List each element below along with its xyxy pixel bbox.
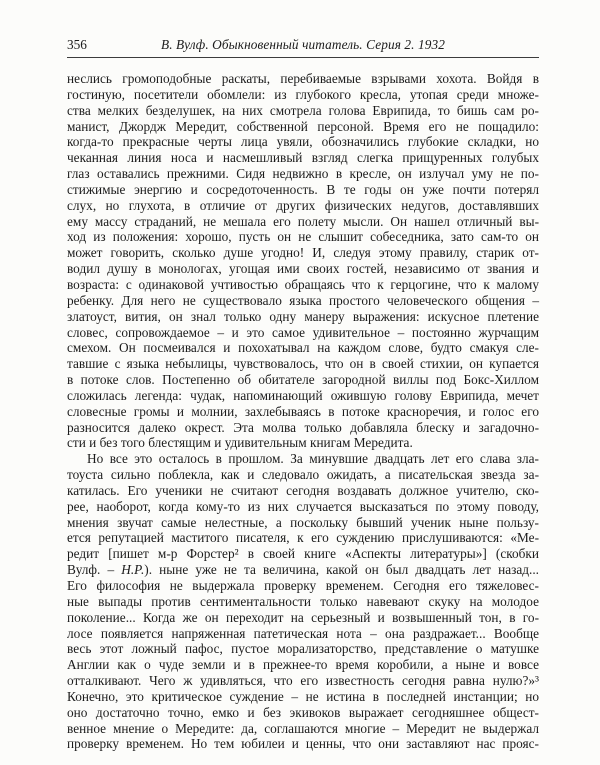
text-line: словес, сопровождаемое – и это самое удивительное – постоянно журчащим bbox=[67, 324, 539, 340]
text-line: Вулф. – Н.Р.). ныне уже не та величина, какой он был двадцать лет назад... bbox=[67, 562, 539, 578]
text-line: Но все это осталось в прошлом. За минувшие двадцать лет его слава зла- bbox=[87, 451, 539, 467]
text-line: рее, наоборот, когда кому-то из них случается высказаться по этому поводу, bbox=[67, 498, 539, 514]
page-header bbox=[67, 36, 539, 54]
text-line: Англии как о чуде земли и в прежнее-то время коробили, а ныне и вовсе bbox=[67, 657, 539, 673]
text-line: чеканная линия носа и насмешливый взгляд слегка прищуренных голубых bbox=[67, 150, 539, 166]
page-content-column bbox=[67, 36, 539, 752]
text-line: гостиную, посетители обомлели: из глубокого кресла, утопая среди множе- bbox=[67, 86, 539, 102]
text-line: разносится далеко окрест. Эта молва только добавляла блеску и загадочно- bbox=[67, 419, 539, 435]
text-line: ные выпады против сентиментальности только навевают скуку на молодое bbox=[67, 593, 539, 609]
text-line: мнения звучат самые нелестные, а поскольку бывший ученик ныне пользу- bbox=[67, 514, 539, 530]
text-line: Его философия не выдержала проверку временем. Сегодня его тяжеловес- bbox=[67, 578, 539, 593]
text-line: глаз оставались прежними. Сидя недвижно в кресле, он излучал уму не по- bbox=[67, 166, 539, 182]
text-line: лосе появляется напряженная патетическая нота – она раздражает... Вообще bbox=[67, 625, 539, 641]
text-line: проверку временем. Но тем юбилеи и ценны, что они заставляют нас прояс- bbox=[67, 736, 539, 752]
text-line: словесные громы и молнии, захлебываясь в потоке красноречия, и голос его bbox=[67, 403, 539, 419]
text-line: ход из положения: хорошо, пусть он не слышит собеседника, зато сам-то он bbox=[67, 229, 539, 245]
paragraph bbox=[67, 71, 539, 451]
text-line: в потоке слов. Постепенно об обитателе загородной виллы под Бокс-Хиллом bbox=[67, 372, 539, 388]
paragraph bbox=[67, 451, 539, 752]
text-line: сложилась легенда: чудак, напоминающий ожившую голову Еврипида, мечет bbox=[67, 387, 539, 403]
text-line: поколение... Когда же он переходит на серьезный и возвышенный тон, в го- bbox=[67, 609, 539, 625]
text-line: сти и без того блестящим и удивительным книгам Мередита. bbox=[67, 435, 413, 451]
text-line: манист, Джордж Мередит, собственной персоной. Время его не пощадило: bbox=[67, 118, 539, 134]
text-block bbox=[67, 71, 539, 752]
text-line: венное мнение о Мередите: да, соглашаются многие – Мередит не выдержал bbox=[67, 720, 539, 736]
text-line: катилась. Его ученики не считают сегодня воздавать должное учителю, ско- bbox=[67, 482, 539, 498]
text-line: тоуста сильно поблекла, как и следовало ожидать, а писательская звезда за- bbox=[67, 467, 539, 483]
text-line: водил душу в монологах, угощая ими своих гостей, независимо от звания и bbox=[67, 261, 539, 277]
text-line: редит [пишет м-р Форстер² в своей книге «Аспекты литературы»] (скобки bbox=[67, 546, 539, 562]
text-line: слух, но глухота, в отличие от других физических недугов, доставлявших bbox=[67, 197, 539, 213]
text-line: отталкивают. Чего ж удивляться, что его известность сегодня равна нулю?»³ bbox=[67, 673, 539, 689]
text-line: стижимые энергию и сосредоточенность. В те годы он уже почти потерял bbox=[67, 181, 539, 197]
text-line: смехом. Он посмеивался и похохатывал на каждом слове, будто смакуя сле- bbox=[67, 340, 539, 356]
text-line: ему массу страданий, не мешала его полету мысли. Он нашел отличный вы- bbox=[67, 213, 539, 229]
text-line: весь этот ложный пафос, пустое морализаторство, представление о матушке bbox=[67, 641, 539, 657]
running-head: В. Вулф. Обыкновенный читатель. Серия 2. 1932 bbox=[160, 37, 446, 52]
text-line: может говорить, сколько душе угодно! И, следуя этому правилу, старик от- bbox=[67, 245, 539, 261]
text-line: возраста: с одинаковой учтивостью обращаясь что к герцогине, что к малому bbox=[67, 276, 539, 292]
text-line: Конечно, это критическое суждение – не истина в последней инстанции; но bbox=[67, 688, 539, 704]
text-line: ребенку. Для него не существовало языка простого человеческого общения – bbox=[67, 292, 539, 308]
text-line: ется репутацией маститого писателя, к его суждению прислушиваются: «Ме- bbox=[67, 530, 539, 546]
text-line: златоуст, вития, он знал только одну манеру выражения: искусное плетение bbox=[67, 308, 539, 324]
text-line: тавшие с языка небылицы, чувствовалось, что он в своей стихии, он купается bbox=[67, 356, 539, 372]
text-line: оно достаточно точно, емко и без экивоков выражает сегодняшнее общест- bbox=[67, 704, 539, 720]
page-number: 356 bbox=[67, 37, 87, 52]
text-line: когда-то прекрасные черты лица увяли, обозначились глубокие складки, но bbox=[67, 134, 539, 150]
text-line: ства мелких безделушек, на них смотрела голова Еврипида, то бишь сам ро- bbox=[67, 102, 539, 118]
text-line: неслись громоподобные раскаты, перебиваемые взрывами хохота. Войдя в bbox=[67, 71, 539, 86]
header-rule bbox=[67, 57, 539, 58]
